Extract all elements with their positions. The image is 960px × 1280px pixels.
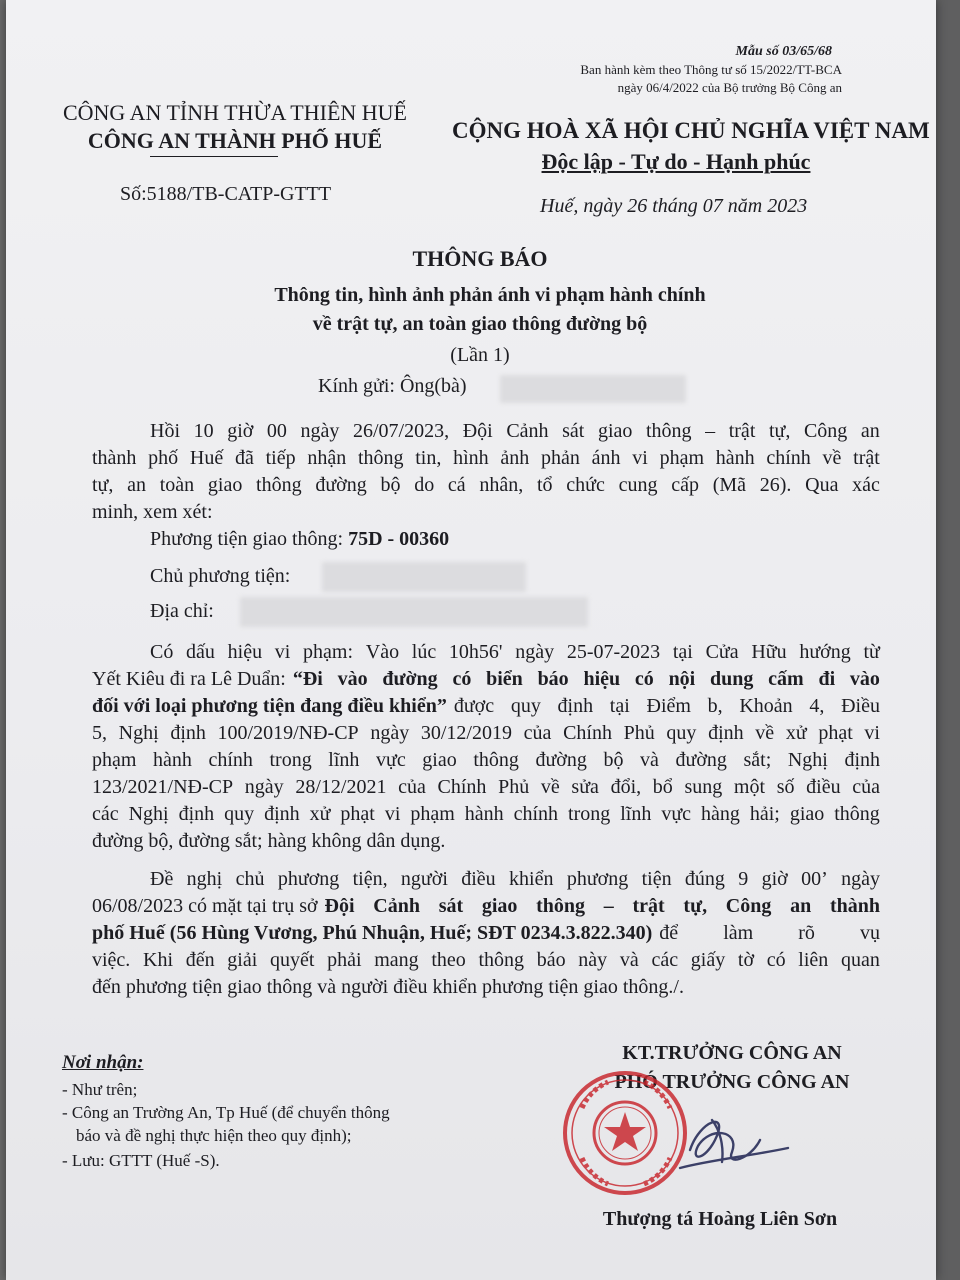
violation-line-8: đường bộ, đường sắt; hàng không dân dụng.	[92, 830, 446, 852]
form-issue-line: Ban hành kèm theo Thông tư số 15/2022/TT-BCA	[580, 62, 842, 77]
word: thông	[536, 895, 586, 917]
request-line-3	[92, 920, 880, 947]
word: tại	[672, 641, 693, 663]
word: Khi	[143, 949, 173, 971]
violation-line-2	[92, 666, 880, 693]
word: trong	[269, 749, 312, 771]
word: ngày	[841, 868, 880, 890]
word: hiệu	[227, 641, 263, 663]
word: bộ	[603, 749, 624, 771]
signer-name: Thượng tá Hoàng Liên Sơn	[602, 1208, 838, 1230]
word: bổ	[652, 776, 673, 798]
word: định	[170, 722, 206, 744]
word: một	[733, 776, 766, 798]
word: 123/2021/NĐ-CP	[92, 776, 234, 798]
word: vi	[384, 803, 401, 825]
word: cấp	[671, 474, 699, 496]
word: thông	[473, 749, 519, 771]
word: đúng	[684, 868, 725, 890]
word: sung	[684, 776, 723, 798]
owner-label: Chủ phương tiện:	[150, 565, 291, 587]
word: Cảnh	[373, 895, 420, 917]
word: sửa	[571, 776, 599, 798]
word: Đội	[324, 895, 355, 917]
word: nhận	[307, 447, 347, 469]
nation-name: CỘNG HOÀ XÃ HỘI CHỦ NGHĨA VIỆT NAM	[452, 118, 930, 143]
word: điều	[461, 868, 496, 890]
vehicle-label: Phương tiện giao thông:	[150, 528, 344, 550]
word: tiện,	[352, 868, 388, 890]
word: người	[400, 868, 448, 890]
word: giao	[422, 749, 457, 771]
word: Đề	[150, 868, 174, 890]
word: nội	[668, 668, 696, 690]
word: ngày	[370, 722, 410, 744]
word: đường	[382, 668, 438, 690]
word: quy	[666, 722, 697, 744]
word: 26).	[759, 474, 792, 496]
word: vực	[376, 749, 406, 771]
word: quy	[224, 803, 255, 825]
word: khiển	[509, 868, 554, 890]
violation-description-end: đối với loại phương tiện đang điều khiển”	[92, 695, 447, 717]
word: giấy	[690, 949, 726, 971]
violation-line-3	[92, 693, 880, 720]
word: đường	[315, 474, 367, 496]
word: vào	[337, 668, 368, 690]
word: cấm	[768, 668, 804, 690]
word: ảnh	[500, 447, 530, 469]
salutation: Kính gửi: Ông(bà)	[318, 375, 467, 397]
request-date-place: 06/08/2023 có mặt tại trụ sở	[92, 895, 318, 917]
word: vi	[632, 447, 648, 469]
recipient-2-cont: báo và đề nghị thực hiện theo quy định);	[76, 1126, 352, 1145]
word: 00	[266, 420, 287, 442]
word: tự,	[683, 895, 708, 917]
word: các	[92, 803, 119, 825]
word: tự,	[768, 420, 791, 442]
word: chủ	[235, 868, 265, 890]
nation-motto-text: Độc lập - Tự do - Hạnh phúc	[541, 149, 811, 174]
word: đi	[818, 668, 836, 690]
nation-motto	[452, 149, 900, 175]
word: hướng	[799, 641, 851, 663]
request-office-address: phố Huế (56 Hùng Vương, Phú Nhuận, Huế; SĐT 0234.3.822.340)	[92, 922, 653, 944]
word: phạm	[659, 447, 705, 469]
word: chính	[766, 447, 811, 469]
request-office	[325, 893, 880, 920]
word: giao	[789, 803, 825, 825]
word: thành	[92, 447, 137, 469]
word: Khoản	[739, 695, 793, 717]
word: phản	[541, 447, 580, 469]
word: 30/12/2019	[420, 722, 512, 744]
request-line-5: đến phương tiện giao thông và người điều khiển phương tiện giao thông./.	[92, 976, 684, 998]
word: tin,	[415, 447, 442, 469]
word: sát	[438, 895, 464, 917]
word: liên	[798, 949, 829, 971]
word: tiện	[641, 868, 672, 890]
word: và	[640, 749, 659, 771]
word: phương	[277, 868, 340, 890]
redacted-address	[240, 597, 588, 627]
word: được	[453, 695, 495, 717]
violation-line-4	[92, 720, 880, 747]
word: 9	[738, 868, 749, 890]
word: giao	[207, 474, 243, 496]
place-date: Huế, ngày 26 tháng 07 năm 2023	[540, 195, 808, 217]
word: Nghị	[118, 722, 159, 744]
word: ngày	[515, 641, 555, 663]
agency-name	[60, 128, 410, 154]
word: hải;	[749, 803, 780, 825]
word: sắt;	[743, 749, 772, 771]
word: 26/07/2023,	[353, 420, 450, 442]
word: 10h56'	[448, 641, 503, 663]
signatory-title-1: KT.TRƯỞNG CÔNG AN	[622, 1042, 842, 1064]
word: Chính	[563, 722, 612, 744]
word: trật	[728, 420, 756, 442]
word: về	[540, 776, 560, 798]
word: an	[860, 420, 880, 442]
word: hàng	[701, 803, 740, 825]
word: tự,	[92, 474, 114, 496]
request-line-1	[150, 866, 880, 893]
word: của	[523, 722, 552, 744]
redacted-owner	[322, 562, 526, 592]
word: (Mã	[712, 474, 747, 496]
word: đường	[675, 749, 727, 771]
word: an	[790, 895, 812, 917]
word: vào	[849, 668, 880, 690]
word: Chính	[437, 776, 487, 798]
word: báo	[537, 668, 569, 690]
word: các	[651, 949, 679, 971]
word: b,	[707, 695, 723, 717]
word: phương	[566, 868, 629, 890]
word: có	[634, 668, 654, 690]
word: có	[766, 949, 786, 971]
notice-count: (Lần 1)	[450, 344, 510, 366]
word: do	[414, 474, 435, 496]
violation-legal-ref	[454, 693, 880, 720]
document-subtitle-1: Thông tin, hình ảnh phản ánh vi phạm hành chính	[274, 284, 706, 306]
word: giờ	[761, 868, 788, 890]
word: từ	[863, 641, 880, 663]
word: Nghị	[787, 749, 828, 771]
agency-name-text: CÔNG AN THÀNH PHỐ HUẾ	[87, 128, 383, 153]
word: Công	[725, 895, 772, 917]
word: Hồi	[150, 420, 180, 442]
word: biển	[486, 668, 523, 690]
violation-line-6	[92, 774, 880, 801]
word: Phủ	[623, 722, 655, 744]
word: sát	[562, 420, 585, 442]
word: nhân,	[479, 474, 524, 496]
word: Huế	[189, 447, 224, 469]
word: thông	[357, 447, 404, 469]
word: cung	[618, 474, 658, 496]
word: Qua	[805, 474, 839, 496]
word: và	[619, 949, 639, 971]
word: hành	[153, 749, 192, 771]
intro-line-3	[92, 472, 880, 499]
word: có	[452, 668, 472, 690]
word: việc.	[92, 949, 131, 971]
word: để	[659, 922, 679, 944]
word: định	[708, 722, 744, 744]
word: trật	[853, 447, 880, 469]
word: rõ	[798, 922, 815, 944]
parent-agency: CÔNG AN TỈNH THỪA THIÊN HUẾ	[62, 100, 407, 125]
word: đổi,	[610, 776, 642, 798]
word: theo	[431, 949, 466, 971]
violation-line-7	[92, 801, 880, 828]
word: “Đi	[292, 668, 323, 690]
intro-line-4: minh, xem xét:	[92, 501, 213, 523]
word: tổ	[537, 474, 553, 496]
word: giờ	[227, 420, 254, 442]
request-purpose	[659, 920, 880, 947]
word: dung	[710, 668, 754, 690]
word: –	[603, 895, 614, 917]
word: xác	[852, 474, 880, 496]
word: báo	[536, 949, 566, 971]
word: Vào	[365, 641, 400, 663]
word: thông	[256, 474, 302, 496]
handwritten-signature	[660, 1090, 800, 1190]
word: điều	[806, 776, 841, 798]
word: dấu	[186, 641, 215, 663]
word: thông	[645, 420, 692, 442]
request-line-4	[92, 947, 880, 974]
word: thông	[834, 803, 880, 825]
word: hiệu	[583, 668, 621, 690]
word: xử	[785, 722, 807, 744]
word: đường	[535, 749, 587, 771]
word: số	[776, 776, 795, 798]
word: an	[127, 474, 147, 496]
word: vi	[274, 641, 291, 663]
word: Có	[150, 641, 174, 663]
word: vụ	[860, 922, 880, 944]
word: Phủ	[498, 776, 530, 798]
word: hành	[464, 803, 504, 825]
word: 100/2019/NĐ-CP	[217, 722, 359, 744]
word: –	[705, 420, 716, 442]
word: Điều	[841, 695, 880, 717]
word: chính	[513, 803, 559, 825]
word: quyết	[269, 949, 315, 971]
word: vực	[661, 803, 692, 825]
word: vi	[864, 722, 880, 744]
word: tờ	[737, 949, 755, 971]
word: ngày	[244, 776, 284, 798]
vehicle-plate: 75D - 00360	[348, 528, 450, 550]
document-subtitle-2: về trật tự, an toàn giao thông đường bộ	[312, 313, 648, 335]
word: phạm	[92, 749, 137, 771]
request-line-2	[92, 893, 880, 920]
word: Điểm	[646, 695, 691, 717]
word: của	[398, 776, 426, 798]
word: Nghị	[128, 803, 169, 825]
recipient-2: - Công an Trường An, Tp Huế (để chuyển thông	[62, 1103, 390, 1122]
recipients-title: Nơi nhận:	[62, 1052, 144, 1073]
form-issue-date: ngày 06/4/2022 của Bộ trưởng Bộ Công an	[617, 80, 842, 95]
word: làm	[723, 922, 754, 944]
word: về	[755, 722, 775, 744]
word: này	[578, 949, 608, 971]
violation-location: Yết Kiêu đi ra Lê Duẩn:	[92, 668, 286, 690]
background-edge	[936, 0, 960, 1280]
word: lúc	[411, 641, 437, 663]
word: ngày	[300, 420, 340, 442]
word: trật	[632, 895, 665, 917]
word: chức	[566, 474, 605, 496]
recipient-3: - Lưu: GTTT (Huế -S).	[62, 1151, 220, 1170]
word: thành	[829, 895, 880, 917]
word: 28/12/2021	[295, 776, 387, 798]
word: phạm	[410, 803, 455, 825]
form-code: Mẫu số 03/65/68	[735, 44, 832, 59]
word: định	[557, 695, 594, 717]
word: chính	[208, 749, 253, 771]
word: hình	[453, 447, 489, 469]
word: tại	[609, 695, 630, 717]
violation-line-1	[150, 639, 880, 666]
word: quan	[840, 949, 880, 971]
word: mang	[374, 949, 419, 971]
word: của	[852, 776, 880, 798]
recipient-1: - Như trên;	[62, 1080, 138, 1099]
word: 25-07-2023	[566, 641, 661, 663]
word: Cửa	[705, 641, 739, 663]
word: Cảnh	[506, 420, 549, 442]
word: lĩnh	[328, 749, 360, 771]
word: phạt	[818, 722, 853, 744]
word: bộ	[380, 474, 401, 496]
word: toàn	[159, 474, 195, 496]
document-heading: THÔNG BÁO	[412, 246, 548, 271]
intro-line-1	[150, 418, 880, 445]
word: tiếp	[265, 447, 296, 469]
violation-line-5	[92, 747, 880, 774]
word: giải	[227, 949, 258, 971]
word: nghị	[186, 868, 223, 890]
word: giao	[481, 895, 518, 917]
agency-underline	[150, 156, 278, 157]
violation-description	[293, 666, 880, 693]
word: xử	[309, 803, 331, 825]
word: Công	[803, 420, 848, 442]
word: phải	[327, 949, 362, 971]
word: giao	[597, 420, 633, 442]
redacted-recipient	[500, 375, 686, 403]
intro-line-2	[92, 445, 880, 472]
word: phạt	[340, 803, 375, 825]
word: về	[822, 447, 842, 469]
word: đến	[185, 949, 215, 971]
word: phố	[148, 447, 179, 469]
word: Hữu	[751, 641, 787, 663]
signatory-title-2: PHÓ TRƯỞNG CÔNG AN	[614, 1071, 850, 1093]
word: ánh	[591, 447, 621, 469]
word: 5,	[92, 722, 107, 744]
word: thông	[478, 949, 525, 971]
word: 10	[193, 420, 214, 442]
word: định	[844, 749, 880, 771]
address-label: Địa chỉ:	[150, 600, 214, 622]
word: phạm:	[303, 641, 354, 663]
word: đã	[234, 447, 254, 469]
word: cá	[447, 474, 466, 496]
word: trong	[568, 803, 611, 825]
vehicle-line	[150, 526, 449, 553]
document-number: Số:5188/TB-CATP-GTTT	[120, 183, 332, 205]
word: hành	[715, 447, 755, 469]
word: Đội	[462, 420, 493, 442]
word: định	[264, 803, 300, 825]
word: lĩnh	[620, 803, 652, 825]
word: quy	[510, 695, 541, 717]
word: 4,	[809, 695, 825, 717]
word: 00’	[801, 868, 828, 890]
word: định	[178, 803, 215, 825]
